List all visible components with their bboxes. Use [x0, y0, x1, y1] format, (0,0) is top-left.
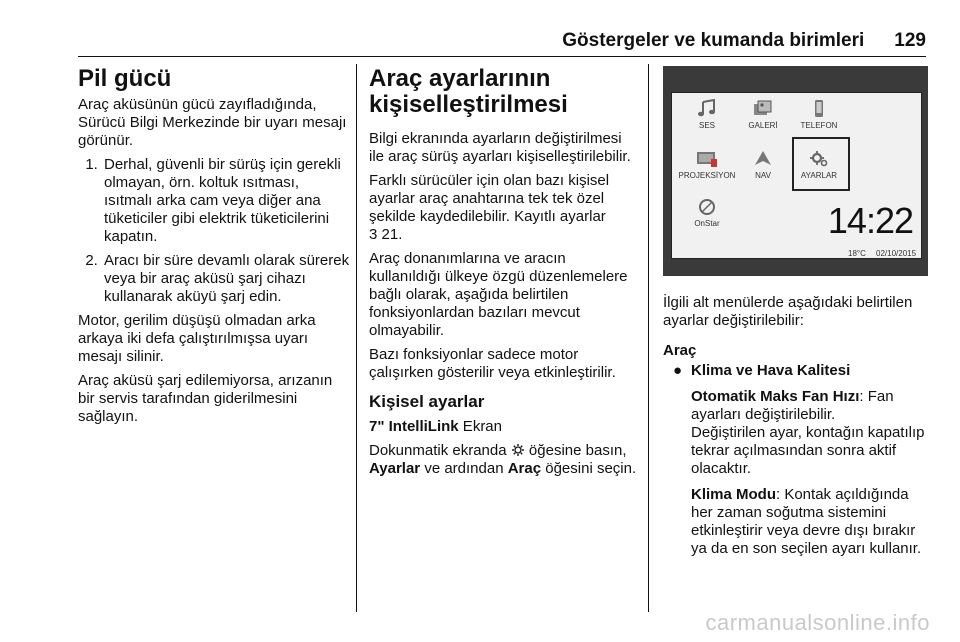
column-settings	[663, 66, 928, 564]
product-name: 7" IntelliLink	[369, 418, 459, 435]
app-projeksiyon[interactable]	[676, 149, 738, 181]
column-battery	[78, 66, 350, 432]
column-divider	[648, 64, 649, 612]
app-label: GALERİ	[748, 121, 778, 130]
list-item	[663, 362, 928, 380]
paragraph: Değiştirilen ayar, kontağın kapatılıp tekrar açılmasından sonra aktif olacaktır.	[691, 424, 925, 477]
settings-list	[663, 362, 928, 380]
page-reference-link[interactable]: 3 21.	[369, 226, 403, 243]
section-heading-battery: Pil gücü	[78, 65, 172, 92]
text: öğesini seçin.	[541, 460, 637, 477]
projection-icon	[695, 149, 719, 169]
column-personalization	[369, 66, 637, 484]
app-label: NAV	[755, 171, 771, 180]
column-divider	[356, 64, 357, 612]
app-telefon[interactable]	[792, 99, 846, 131]
text: öğesine basın,	[524, 442, 627, 459]
setting-description	[663, 388, 928, 558]
paragraph: Motor, gerilim düşüşü olmadan arka arkaya iki defa çalıştırılmışsa uyarı mesajı silinir.	[78, 312, 316, 365]
home-screen	[671, 92, 922, 259]
paragraph-text: Farklı sürücüler için olan bazı kişisel ayarlar araç anahtarına tek tek özel şekilde kaydedilebilir. Kayıtlı ayarlar	[369, 172, 610, 225]
app-label: PROJEKSİYON	[678, 171, 736, 180]
app-nav[interactable]	[736, 149, 790, 181]
temperature: 18°C	[848, 249, 866, 258]
text: Dokunmatik ekranda	[369, 442, 511, 459]
settings-icon	[808, 149, 830, 169]
page-title: Göstergeler ve kumanda birimleri	[562, 30, 865, 51]
clock-time: 14:22	[827, 200, 913, 241]
app-galeri[interactable]	[736, 99, 790, 131]
app-ayarlar[interactable]	[792, 149, 846, 181]
paragraph	[369, 172, 637, 244]
app-label: AYARLAR	[800, 171, 838, 180]
list-item: 2. Aracı bir süre devamlı olarak sürerek veya bir araç aküsü şarj cihazı kullanarak aküyü şarj edin.	[102, 252, 350, 306]
date: 02/10/2015	[876, 249, 917, 258]
text: : Kontak açıldığında her zaman soğutma sistemini etkinleştirir veya devre dışı bırakır ya da en son seçilen ayarı kullanır.	[691, 486, 922, 557]
gallery-icon	[752, 99, 774, 119]
phone-icon	[808, 99, 830, 119]
section-heading-personalization: Araç ayarlarının kişiselleştirilmesi	[369, 65, 568, 118]
watermark: carmanualsonline.info	[705, 610, 930, 635]
bullet-icon: ●	[673, 362, 683, 379]
instruction-paragraph	[369, 442, 637, 478]
app-label: TELEFON	[800, 121, 838, 130]
text: : Fan ayarları değiştirilebilir.	[691, 388, 894, 423]
app-onstar[interactable]	[680, 197, 734, 229]
steps-list	[78, 156, 350, 306]
paragraph: Araç aküsü şarj edilemiyorsa, arızanın bir servis tarafından giderilmesini sağlayın.	[78, 372, 333, 425]
settings-icon	[511, 443, 525, 457]
paragraph: Araç aküsünün gücü zayıfladığında, Sürücü Bilgi Merkezinde bir uyarı mesajı görünür.	[78, 96, 347, 149]
paragraph: Bazı fonksiyonlar sadece motor çalışırken gösterilir veya etkinleştirilir.	[369, 346, 616, 381]
list-item-title: Klima ve Hava Kalitesi	[691, 362, 851, 379]
list-item: 1. Derhal, güvenli bir sürüş için gerekli olmayan, örn. koltuk ısıtması, ısıtmalı arka cam veya diğer ana tüketiciler gibi elektrik tüketicilerini kapatın.	[102, 156, 350, 246]
navigation-icon	[752, 149, 774, 169]
setting-name: Otomatik Maks Fan Hızı	[691, 388, 860, 405]
text: Ekran	[458, 418, 502, 435]
page-number: 129	[894, 30, 926, 51]
infotainment-screenshot	[663, 66, 928, 276]
app-ses[interactable]	[680, 99, 734, 131]
onstar-icon	[696, 197, 718, 217]
app-label: SES	[698, 121, 715, 130]
paragraph: Araç donanımlarına ve aracın kullanıldığı ülkeye özgü düzenlemelere bağlı olarak, aşağıda belirtilen fonksiyonlardan bazıları mevcut olmayabilir.	[369, 250, 628, 339]
section-label-arac: Araç	[663, 342, 697, 359]
menu-term-ayarlar: Ayarlar	[369, 460, 421, 477]
paragraph	[691, 388, 928, 424]
text: ve ardından	[420, 460, 508, 477]
app-label: OnStar	[694, 219, 720, 228]
paragraph	[369, 418, 637, 436]
paragraph	[691, 486, 928, 558]
paragraph: İlgili alt menülerde aşağıdaki belirtilen ayarlar değiştirilebilir:	[663, 294, 913, 329]
subheading-personal-settings: Kişisel ayarlar	[369, 392, 485, 411]
setting-name: Klima Modu	[691, 486, 776, 503]
music-note-icon	[696, 99, 718, 119]
page-header	[78, 30, 926, 57]
menu-term-arac: Araç	[507, 460, 542, 477]
paragraph: Bilgi ekranında ayarların değiştirilmesi ile araç sürüş ayarları kişiselleştirilebilir.	[369, 130, 631, 165]
